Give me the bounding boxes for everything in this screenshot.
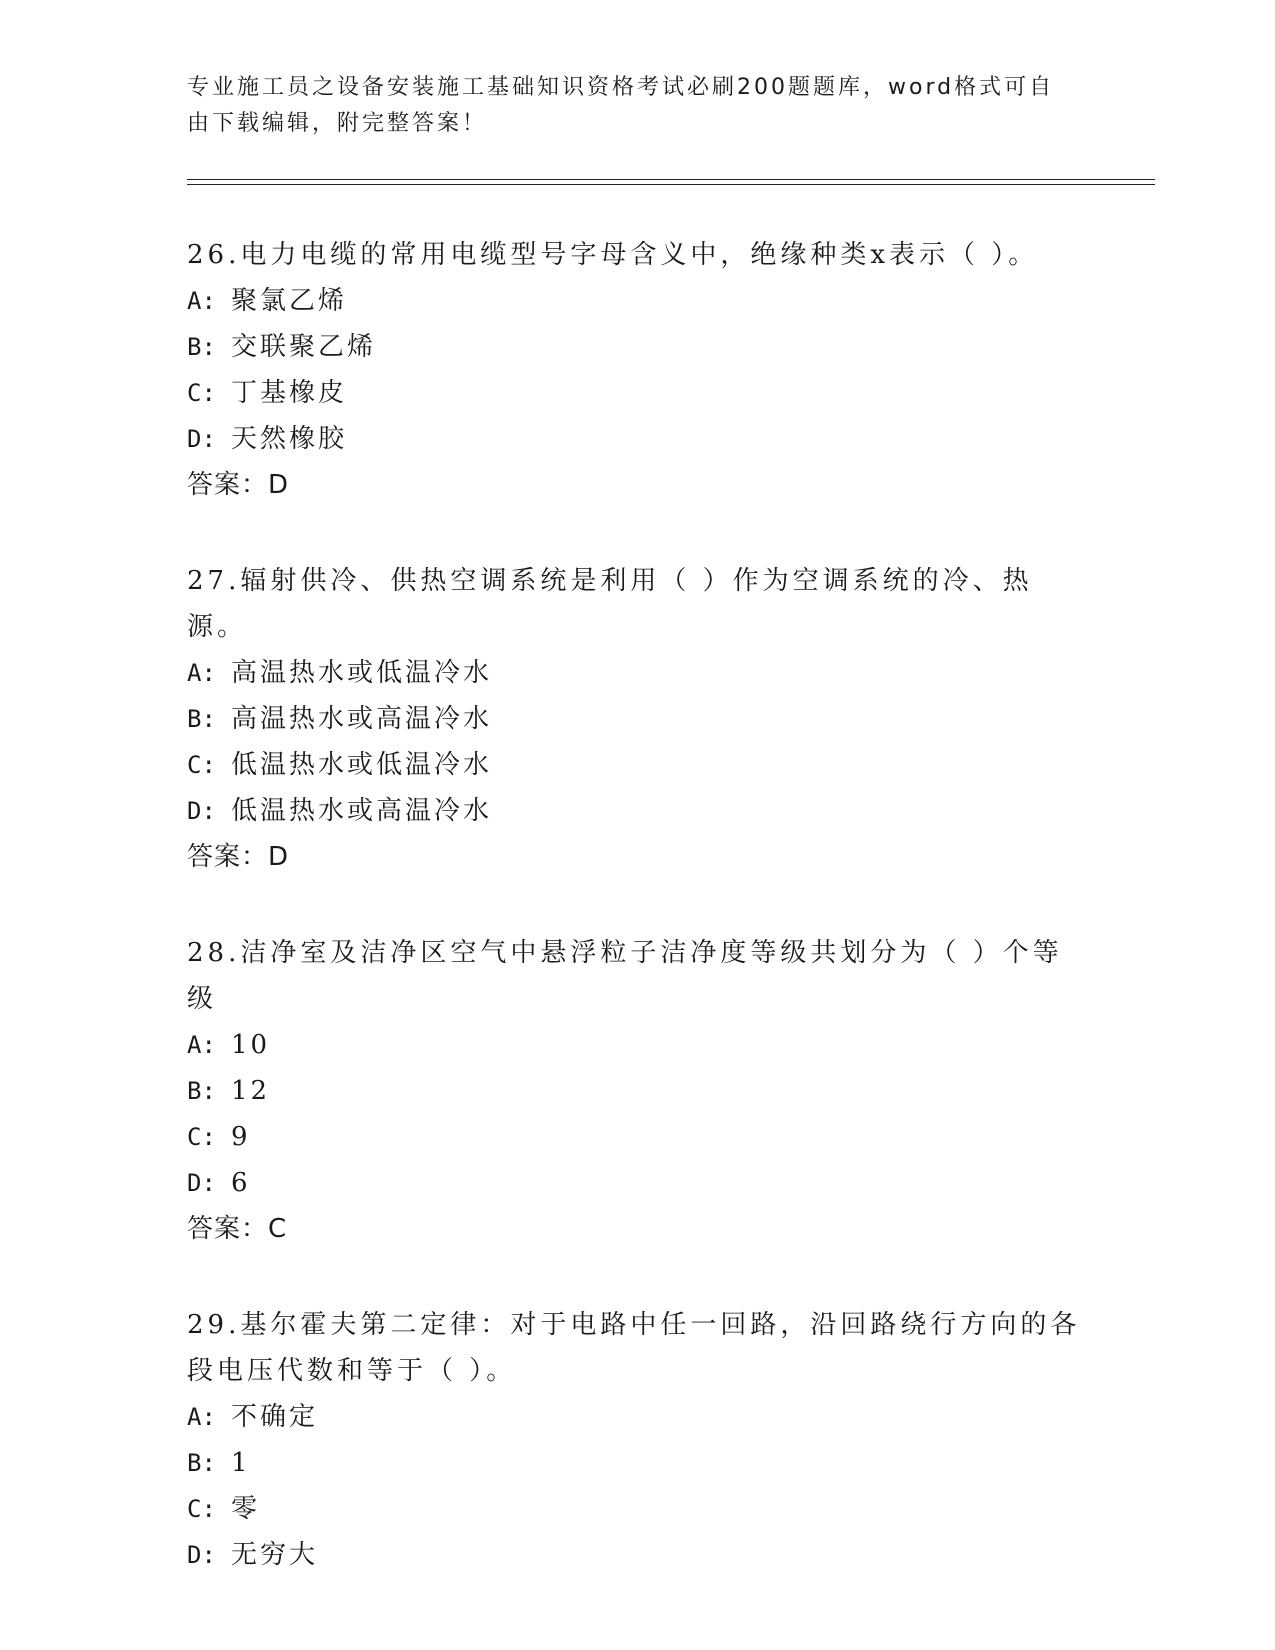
option-text: 天然橡胶 xyxy=(231,424,348,454)
option-text: 1 xyxy=(231,1448,251,1478)
question-28 xyxy=(187,930,1087,1252)
option-text: 12 xyxy=(231,1076,271,1106)
question-26 xyxy=(187,232,1087,508)
question-27 xyxy=(187,558,1087,880)
option-text: 9 xyxy=(231,1122,251,1152)
option-d xyxy=(187,1160,1087,1206)
option-a xyxy=(187,1394,1087,1440)
answer-line: 答案：D xyxy=(187,470,290,500)
question-stem: 27.辐射供冷、供热空调系统是利用（ ）作为空调系统的冷、热源。 xyxy=(187,566,1033,642)
option-key: B: xyxy=(187,333,216,361)
option-key: D: xyxy=(187,797,216,825)
option-key: A: xyxy=(187,287,216,315)
answer-line: 答案：D xyxy=(187,842,290,872)
header-divider-top xyxy=(187,179,1155,180)
option-text: 聚氯乙烯 xyxy=(231,286,348,316)
option-text: 无穷大 xyxy=(231,1540,319,1570)
option-key: A: xyxy=(187,659,216,687)
option-a xyxy=(187,650,1087,696)
option-text: 高温热水或高温冷水 xyxy=(231,704,493,734)
option-key: C: xyxy=(187,379,216,407)
option-text: 零 xyxy=(231,1494,261,1524)
option-key: D: xyxy=(187,1541,216,1569)
answer-line: 答案：C xyxy=(187,1214,288,1244)
option-c xyxy=(187,370,1087,416)
option-key: C: xyxy=(187,1123,216,1151)
option-text: 6 xyxy=(231,1168,251,1198)
option-text: 丁基橡皮 xyxy=(231,378,348,408)
option-key: C: xyxy=(187,751,216,779)
option-text: 不确定 xyxy=(231,1402,319,1432)
option-key: B: xyxy=(187,1077,216,1105)
option-key: D: xyxy=(187,425,216,453)
option-text: 低温热水或高温冷水 xyxy=(231,796,493,826)
question-29 xyxy=(187,1302,1087,1578)
question-stem: 26.电力电缆的常用电缆型号字母含义中，绝缘种类x表示（ ）。 xyxy=(187,240,1039,270)
option-d xyxy=(187,1532,1087,1578)
option-a xyxy=(187,1022,1087,1068)
option-c xyxy=(187,1114,1087,1160)
option-key: B: xyxy=(187,705,216,733)
option-key: C: xyxy=(187,1495,216,1523)
option-b xyxy=(187,324,1087,370)
option-key: D: xyxy=(187,1169,216,1197)
option-text: 高温热水或低温冷水 xyxy=(231,658,493,688)
option-b xyxy=(187,696,1087,742)
option-d xyxy=(187,788,1087,834)
option-b xyxy=(187,1068,1087,1114)
option-key: A: xyxy=(187,1031,216,1059)
question-stem: 29.基尔霍夫第二定律：对于电路中任一回路，沿回路绕行方向的各段电压代数和等于（ ）。 xyxy=(187,1310,1081,1386)
option-text: 交联聚乙烯 xyxy=(231,332,377,362)
option-text: 10 xyxy=(231,1030,271,1060)
document-title: 专业施工员之设备安装施工基础知识资格考试必刷200题题库，word格式可自由下载编辑，附完整答案！ xyxy=(187,75,1055,136)
option-a xyxy=(187,278,1087,324)
option-b xyxy=(187,1440,1087,1486)
question-list xyxy=(187,232,1087,1628)
option-c xyxy=(187,742,1087,788)
option-text: 低温热水或低温冷水 xyxy=(231,750,493,780)
option-c xyxy=(187,1486,1087,1532)
header-divider-bottom xyxy=(187,184,1155,185)
option-key: B: xyxy=(187,1449,216,1477)
question-stem: 28.洁净室及洁净区空气中悬浮粒子洁净度等级共划分为（ ）个等级 xyxy=(187,938,1063,1014)
option-key: A: xyxy=(187,1403,216,1431)
option-d xyxy=(187,416,1087,462)
